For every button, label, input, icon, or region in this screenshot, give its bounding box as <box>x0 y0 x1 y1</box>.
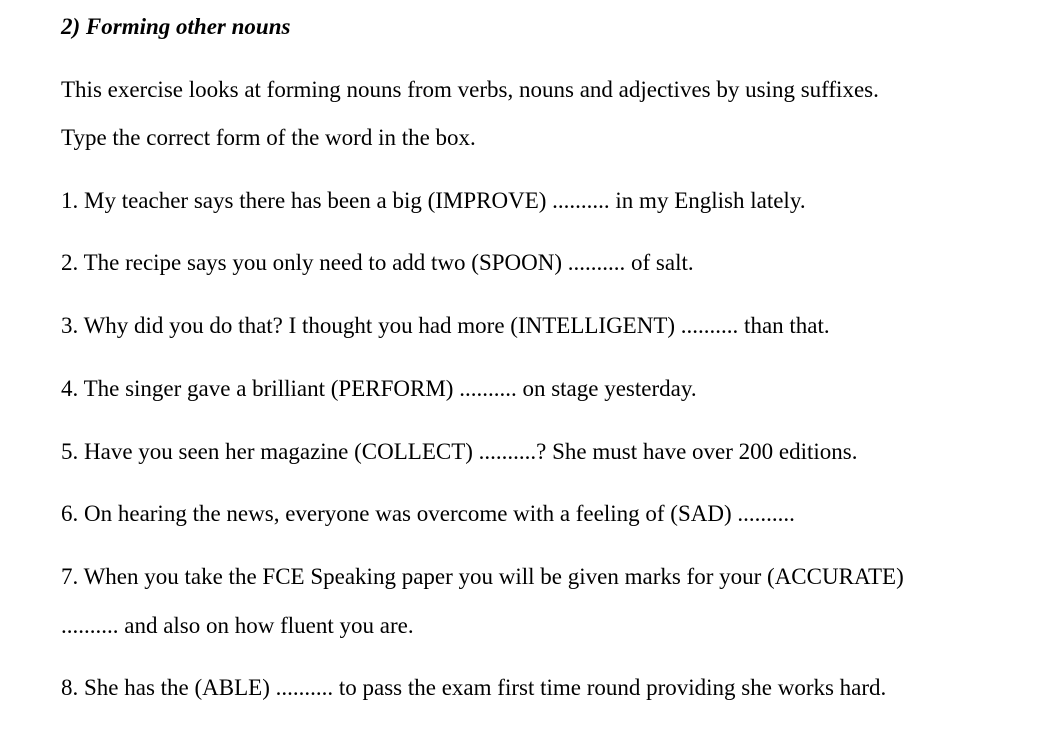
question-7: 7. When you take the FCE Speaking paper you will be given marks for your (ACCURATE) <box>61 564 904 589</box>
question-7-continuation: .......... and also on how fluent you are. <box>61 613 414 638</box>
question-2: 2. The recipe says you only need to add two (SPOON) .......... of salt. <box>61 250 694 275</box>
question-5: 5. Have you seen her magazine (COLLECT) ..........? She must have over 200 editions. <box>61 439 858 464</box>
question-4: 4. The singer gave a brilliant (PERFORM) .......... on stage yesterday. <box>61 376 697 401</box>
question-6: 6. On hearing the news, everyone was overcome with a feeling of (SAD) .......... <box>61 501 795 526</box>
question-3: 3. Why did you do that? I thought you had more (INTELLIGENT) .......... than that. <box>61 313 830 338</box>
intro-text-line-2: Type the correct form of the word in the box. <box>61 125 476 150</box>
question-1: 1. My teacher says there has been a big (IMPROVE) .......... in my English lately. <box>61 188 806 213</box>
question-8: 8. She has the (ABLE) .......... to pass the exam first time round providing she works hard. <box>61 675 887 700</box>
intro-text-line-1: This exercise looks at forming nouns from verbs, nouns and adjectives by using suffixes. <box>61 77 879 102</box>
exercise-heading: 2) Forming other nouns <box>61 14 291 39</box>
